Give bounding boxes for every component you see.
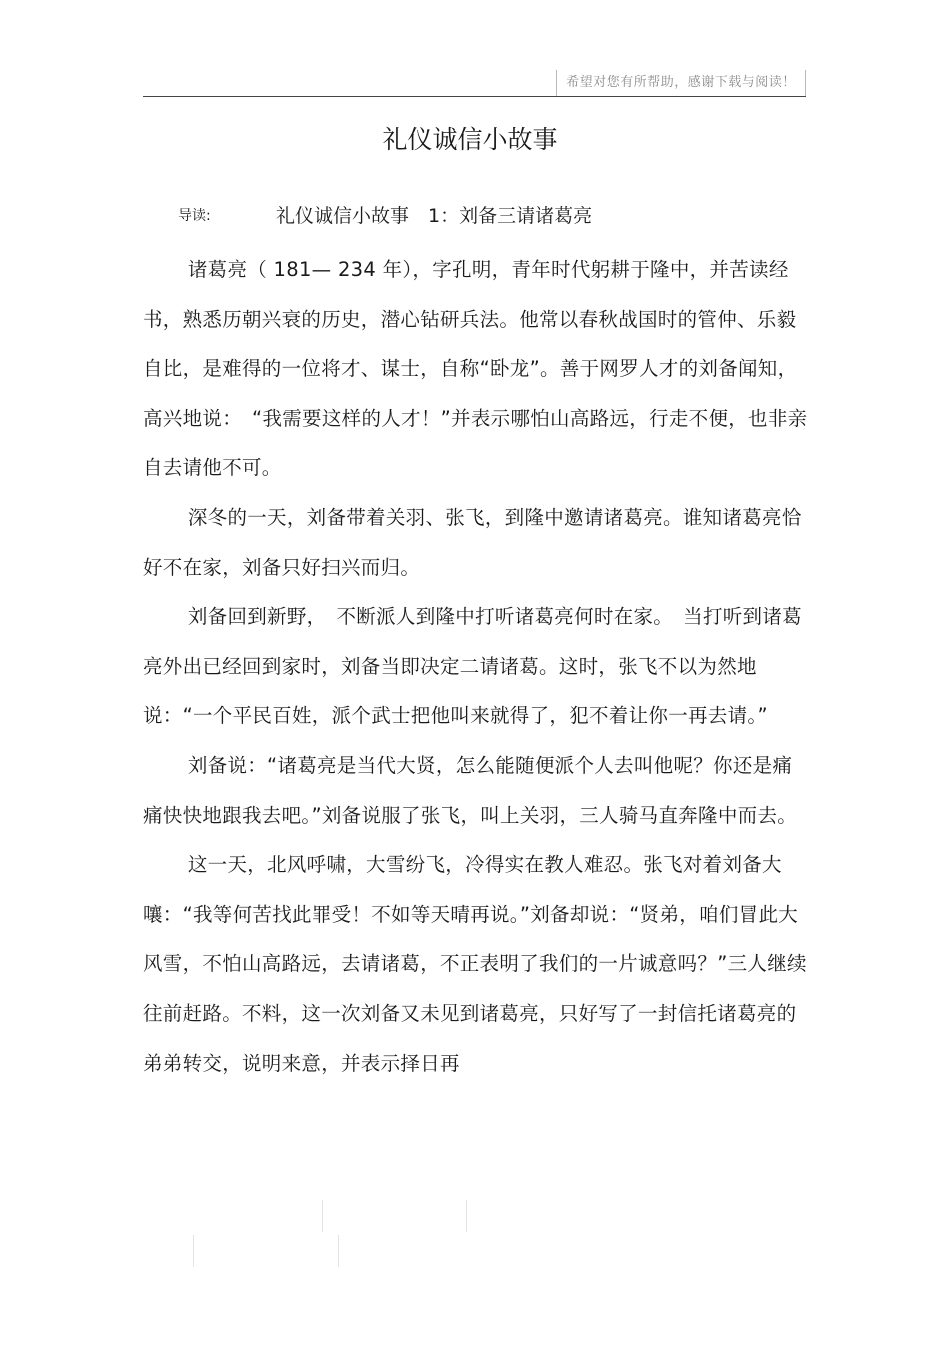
- scan-artifact-line: [338, 1235, 339, 1267]
- scan-artifact-line: [322, 1200, 323, 1232]
- header-divider: [143, 96, 806, 97]
- paragraph-4: 刘备说：“诸葛亮是当代大贤，怎么能随便派个人去叫他呢？你还是痛痛快快地跟我去吧。”刘备说服了张飞，叫上关羽，三人骑马直奔隆中而去。: [143, 753, 798, 827]
- paragraph-1: 诸葛亮（ 181— 234 年），字孔明，青年时代躬耕于隆中，并苦读经书，熟悉历朝兴衰的历史，潜心钻研兵法。他常以春秋战国时的管仲、乐毅自比，是难得的一位将才、谋士，自称“卧龙”。善于网罗人才的刘备闻知，高兴地说： “我需要这样的人才！”并表示哪怕山高路远，行走不便，也非亲自去请他不可。: [143, 258, 808, 480]
- scan-artifact-line: [193, 1235, 194, 1267]
- paragraph-2: 深冬的一天，刘备带着关羽、张飞，到隆中邀请诸葛亮。谁知诸葛亮恰好不在家，刘备只好扫兴而归。: [143, 505, 802, 579]
- paragraph-3: 刘备回到新野， 不断派人到隆中打听诸葛亮何时在家。 当打听到诸葛亮外出已经回到家时，刘备当即决定二请诸葛。这时，张飞不以为然地说：“一个平民百姓，派个武士把他叫来就得了，犯不着让你一再去请。”: [143, 605, 802, 728]
- download-watermark: 希望对您有所帮助，感谢下载与阅读！: [556, 70, 806, 96]
- intro-text: 礼仪诚信小故事 1：刘备三请诸葛亮: [276, 205, 593, 227]
- paragraph-5: 这一天，北风呼啸，大雪纷飞，冷得实在教人难忍。张飞对着刘备大嚷：“我等何苦找此罪受！不如等天晴再说。”刘备却说：“贤弟，咱们冒此大风雪，不怕山高路远，去请诸葛，不正表明了我们的一片诚意吗？”三人继续往前赶路。不料，这一次刘备又未见到诸葛亮，只好写了一封信托诸葛亮的弟弟转交，说明来意，并表示择日再: [143, 853, 807, 1075]
- document-title: 礼仪诚信小故事: [382, 125, 558, 154]
- story-body: [143, 245, 808, 1088]
- intro-label: 导读:: [178, 208, 211, 224]
- scan-artifact-line: [466, 1200, 467, 1232]
